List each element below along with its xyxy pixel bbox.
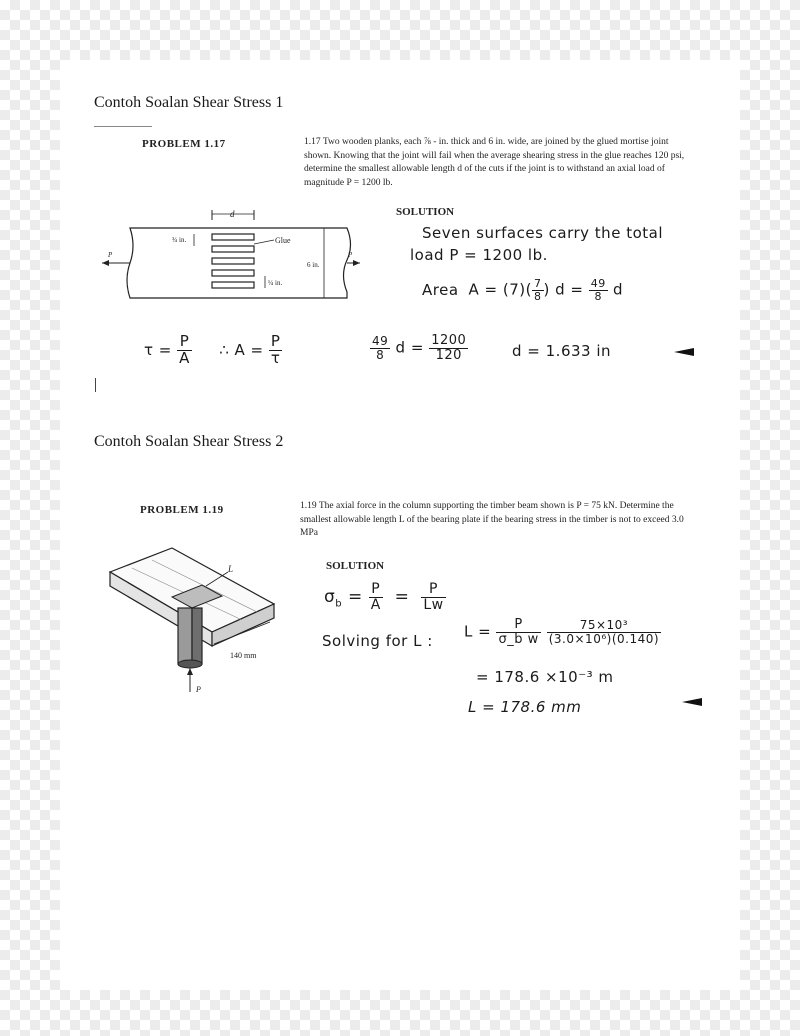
solution-label: SOLUTION bbox=[326, 560, 385, 572]
solving-for-L: Solving for L : bbox=[322, 632, 433, 650]
fraction bbox=[369, 582, 383, 612]
fraction bbox=[547, 619, 661, 645]
hand-text: Area bbox=[422, 280, 459, 299]
mortise-joint-figure bbox=[102, 200, 362, 320]
six-in-label: 6 in. bbox=[307, 261, 320, 269]
fraction bbox=[429, 334, 468, 362]
denominator: 120 bbox=[435, 347, 462, 363]
hand-text: d = bbox=[390, 338, 430, 357]
L-equation bbox=[464, 618, 661, 646]
numerator: P bbox=[369, 582, 383, 598]
hand-text: 1200 lb. bbox=[482, 246, 548, 264]
numerator: 49 bbox=[590, 277, 606, 290]
hand-text: = bbox=[342, 587, 369, 608]
dim-L-label: L bbox=[228, 564, 234, 574]
numerator: 7 bbox=[534, 277, 542, 290]
d-equation bbox=[370, 334, 468, 362]
quarter-label: ¼ in. bbox=[268, 279, 283, 287]
fraction bbox=[370, 335, 390, 361]
problem-1-19-box bbox=[92, 490, 706, 770]
hand-text: d bbox=[607, 280, 624, 299]
numerator: P bbox=[421, 582, 445, 598]
tau-equation bbox=[144, 334, 282, 367]
margin-mark bbox=[95, 378, 96, 392]
problem-statement: 1.17 Two wooden planks, each ⅞ - in. thick and 6 in. wide, are joined by the glued mortise joint shown. Knowing that the joint will fail when the average shearing stress in the glue reaches 120 psi, determine the smallest allowable length d of the cuts if the joint is to withstand an axial load of magnitude P = 1200 lb. bbox=[304, 137, 685, 188]
result-mm: L = 178.6 mm bbox=[468, 698, 582, 716]
numerator: P bbox=[496, 618, 540, 633]
area-equation bbox=[422, 278, 623, 302]
problem-statement: 1.19 The axial force in the column supporting the timber beam shown is P = 75 kN. Determine the smallest allowable length L of the bearing plate if the bearing stress in the timber is not to exceed 3.0 MPa bbox=[300, 501, 684, 538]
answer-arrow-icon bbox=[674, 348, 694, 356]
load-P-left: P bbox=[108, 251, 113, 259]
numerator: P bbox=[270, 332, 281, 350]
denominator: A bbox=[179, 348, 190, 367]
hand-text: = bbox=[388, 587, 416, 608]
denominator: Lw bbox=[423, 596, 444, 613]
answer-1: d = 1.633 in bbox=[512, 342, 612, 360]
dim-d-label: d bbox=[230, 209, 235, 219]
fraction bbox=[269, 334, 283, 367]
hand-line-1 bbox=[422, 224, 663, 242]
hand-text: load P = bbox=[410, 246, 483, 264]
fraction bbox=[177, 334, 192, 367]
hand-line-2 bbox=[410, 246, 548, 264]
fraction bbox=[532, 278, 544, 302]
denominator: σ_b w bbox=[498, 631, 539, 647]
fraction bbox=[421, 582, 445, 612]
document-page bbox=[60, 60, 740, 990]
hand-text: ) d = bbox=[543, 280, 589, 299]
solution-label: SOLUTION bbox=[396, 206, 455, 218]
denominator: (3.0×10⁶)(0.140) bbox=[548, 631, 660, 646]
denominator: 8 bbox=[376, 347, 385, 362]
hand-text: b bbox=[335, 598, 343, 610]
numerator: P bbox=[177, 334, 192, 351]
problem-1-17-box bbox=[92, 128, 706, 393]
glue-label: Glue bbox=[275, 236, 291, 245]
hand-text: A = (7)( bbox=[468, 280, 532, 299]
numerator: 75×10³ bbox=[547, 619, 661, 633]
answer-arrow-icon bbox=[682, 698, 702, 706]
hand-text: τ = bbox=[144, 340, 178, 359]
fraction bbox=[589, 278, 608, 302]
result-meters: = 178.6 ×10⁻³ m bbox=[476, 668, 614, 686]
timber-beam-figure bbox=[102, 542, 302, 702]
load-P-right: P bbox=[348, 251, 353, 259]
numerator: 1200 bbox=[431, 333, 467, 348]
problem-label: PROBLEM 1.17 bbox=[142, 138, 226, 150]
hand-text: σ bbox=[324, 587, 336, 608]
sigma-equation bbox=[324, 582, 446, 612]
denominator: τ bbox=[270, 348, 281, 367]
problem-label: PROBLEM 1.19 bbox=[140, 504, 224, 516]
denominator: 8 bbox=[594, 289, 602, 303]
denominator: A bbox=[370, 596, 381, 613]
numerator: 49 bbox=[372, 334, 389, 349]
denominator: 8 bbox=[534, 289, 542, 303]
hand-text: L = bbox=[464, 622, 497, 641]
hand-text: Seven surfaces carry the total bbox=[422, 224, 663, 242]
load-P-label: P bbox=[196, 685, 201, 694]
three-quarter-label: ¾ in. bbox=[172, 236, 187, 244]
fraction bbox=[496, 618, 540, 646]
heading-rule bbox=[94, 126, 152, 127]
width-label: 140 mm bbox=[230, 651, 257, 660]
hand-text: ∴ A = bbox=[219, 340, 269, 359]
section1-heading: Contoh Soalan Shear Stress 1 bbox=[94, 94, 284, 111]
section2-heading: Contoh Soalan Shear Stress 2 bbox=[94, 433, 284, 450]
